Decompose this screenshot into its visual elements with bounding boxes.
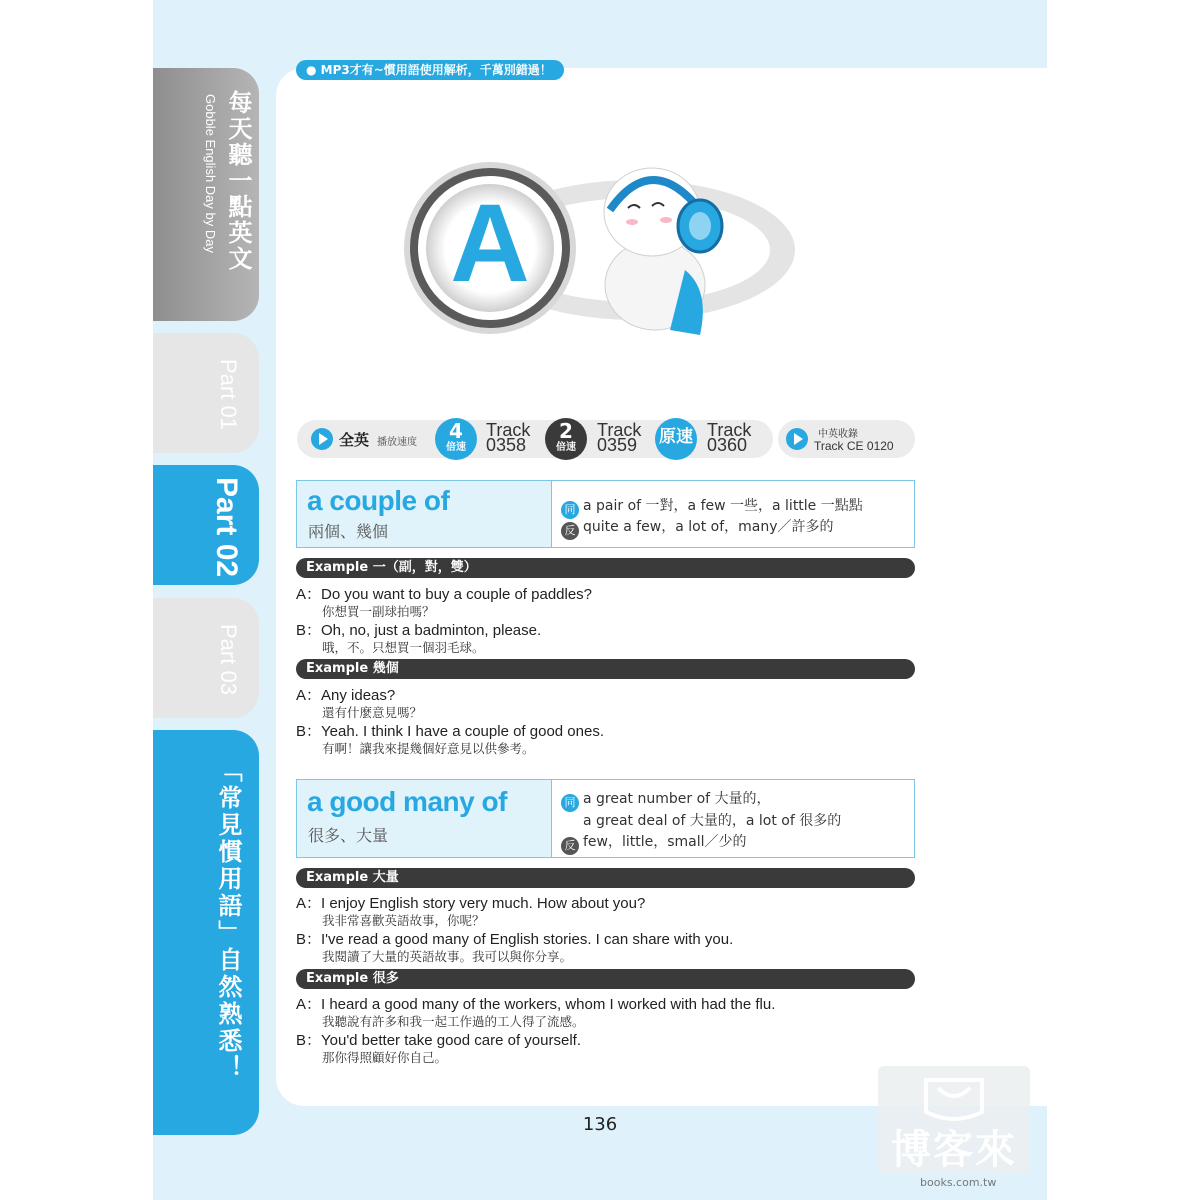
track-word: Track bbox=[597, 420, 642, 440]
speed-label: 播放速度 bbox=[377, 437, 417, 448]
dialogue-en: I heard a good many of the workers, whom I worked with had the flu. bbox=[321, 996, 776, 1013]
dialogue-zh: 你想買一副球拍嗎？ bbox=[322, 604, 435, 619]
dialogue-en: Yeah. I think I have a couple of good ones. bbox=[321, 723, 604, 740]
watermark-text: 博客來 bbox=[891, 1127, 1017, 1173]
speaker: A： bbox=[296, 996, 322, 1013]
dialogue-zh: 那你得照顧好你自己。 bbox=[322, 1050, 448, 1065]
synonym-line bbox=[561, 788, 771, 812]
phrase-box-a-couple-of bbox=[296, 480, 915, 548]
sidebar-tab-part-01[interactable] bbox=[153, 333, 259, 453]
slogan-text: 「常見慣用語」自然熟悉！ bbox=[214, 758, 242, 1082]
dialogue-en: Do you want to buy a couple of paddles? bbox=[321, 586, 593, 603]
speaker: A： bbox=[296, 586, 322, 603]
sidebar-tab-book-title[interactable] bbox=[153, 68, 259, 321]
phrase-box-a-good-many-of bbox=[296, 779, 915, 858]
synonym-text: a great number of 大量的， bbox=[583, 791, 771, 807]
antonym-text: few，little，small／少的 bbox=[583, 834, 747, 850]
phrase-title: a good many of bbox=[307, 786, 507, 817]
speed-4x-badge[interactable] bbox=[435, 418, 477, 460]
book-title-zh: 每天聽一點英文 bbox=[224, 90, 252, 272]
mp3-banner: ● MP3才有~慣用語使用解析，千萬別錯過！ bbox=[296, 60, 564, 80]
phrase-meaning: 兩個、幾個 bbox=[308, 522, 389, 541]
dialogue-zh: 哦，不。只想買一個羽毛球。 bbox=[322, 640, 485, 655]
antonym-line bbox=[561, 516, 834, 540]
part-03-label: Part 03 bbox=[216, 624, 241, 695]
example-bar: Example 大量 bbox=[296, 868, 915, 888]
dialogue-line bbox=[296, 993, 775, 1014]
book-title-en: Gobble English Day by Day bbox=[203, 94, 218, 253]
speaker: B： bbox=[296, 723, 322, 740]
speed-2x-badge[interactable] bbox=[545, 418, 587, 460]
track-number: 0358 bbox=[486, 435, 527, 455]
track-bar bbox=[297, 420, 773, 458]
dialogue-line bbox=[296, 684, 395, 705]
speaker: A： bbox=[296, 895, 322, 912]
example-bar: Example 幾個 bbox=[296, 659, 915, 679]
track-0360[interactable] bbox=[707, 420, 752, 455]
speaker: B： bbox=[296, 622, 322, 639]
synonym-badge: 同 bbox=[561, 501, 579, 519]
speed-normal-num: 原速 bbox=[659, 427, 693, 447]
example-bar: Example 很多 bbox=[296, 969, 915, 989]
speed-4x-num: 4 bbox=[449, 419, 463, 443]
example-bar: Example 一（副，對，雙） bbox=[296, 558, 915, 578]
antonym-text: quite a few，a lot of，many／許多的 bbox=[583, 519, 834, 535]
dialogue-zh: 有啊！讓我來提幾個好意見以供參考。 bbox=[322, 741, 535, 756]
track-word: Track bbox=[486, 420, 531, 440]
shopping-bag-icon bbox=[878, 1066, 1030, 1126]
phrase-head bbox=[297, 481, 552, 547]
page-number: 136 bbox=[582, 1114, 618, 1135]
ce-label: 中英收錄 bbox=[818, 429, 858, 440]
dialogue-zh: 我聽說有許多和我一起工作過的工人得了流感。 bbox=[322, 1014, 585, 1029]
dialogue-zh: 我非常喜歡英語故事，你呢？ bbox=[322, 913, 485, 928]
track-number: 0359 bbox=[597, 435, 638, 455]
synonym-line-2: a great deal of 大量的，a lot of 很多的 bbox=[583, 813, 842, 829]
speaker: B： bbox=[296, 931, 322, 948]
dialogue-line bbox=[296, 720, 604, 741]
track-word: Track bbox=[707, 420, 752, 440]
dialogue-zh: 我閱讀了大量的英語故事。我可以與你分享。 bbox=[322, 949, 573, 964]
part-02-label: Part 02 bbox=[210, 477, 243, 578]
dialogue-line bbox=[296, 892, 645, 913]
dialogue-en: Any ideas? bbox=[321, 687, 396, 704]
phrase-meaning: 很多、大量 bbox=[308, 826, 389, 845]
synonym-badge: 同 bbox=[561, 794, 579, 812]
track-bar-ce[interactable] bbox=[778, 420, 915, 458]
dialogue-en: I enjoy English story very much. How about you? bbox=[321, 895, 646, 912]
watermark-url: books.com.tw bbox=[920, 1176, 997, 1189]
dialogue-en: You'd better take good care of yourself. bbox=[321, 1032, 581, 1049]
all-english-label: 全英 bbox=[339, 431, 370, 449]
speed-2x-label: 倍速 bbox=[556, 442, 576, 453]
play-icon[interactable] bbox=[786, 428, 808, 450]
dialogue-en: I've read a good many of English stories. I can share with you. bbox=[321, 931, 734, 948]
part-01-label: Part 01 bbox=[216, 359, 241, 430]
dialogue-en: Oh, no, just a badminton, please. bbox=[321, 622, 542, 639]
sidebar-tab-part-03[interactable] bbox=[153, 598, 259, 718]
speed-normal-badge[interactable] bbox=[655, 418, 697, 460]
phrase-title: a couple of bbox=[307, 485, 450, 516]
speed-2x-num: 2 bbox=[559, 419, 573, 443]
track-0358[interactable] bbox=[486, 420, 531, 455]
dialogue-line bbox=[296, 1029, 581, 1050]
antonym-badge: 反 bbox=[561, 522, 579, 540]
dialogue-line bbox=[296, 928, 733, 949]
hero-letter: A bbox=[450, 182, 530, 305]
antonym-line bbox=[561, 831, 747, 855]
play-icon[interactable] bbox=[311, 428, 333, 450]
track-0359[interactable] bbox=[597, 420, 642, 455]
track-number: 0360 bbox=[707, 435, 748, 455]
synonym-text: a pair of 一對，a few 一些，a little 一點點 bbox=[583, 498, 863, 514]
dialogue-line bbox=[296, 619, 541, 640]
speed-4x-label: 倍速 bbox=[446, 442, 466, 453]
phrase-head bbox=[297, 780, 552, 857]
dialogue-line bbox=[296, 583, 592, 604]
antonym-badge: 反 bbox=[561, 837, 579, 855]
sidebar-tab-slogan[interactable] bbox=[153, 730, 259, 1135]
ce-track: Track CE 0120 bbox=[814, 439, 894, 453]
sidebar-tab-part-02[interactable] bbox=[153, 465, 259, 585]
dialogue-zh: 還有什麼意見嗎？ bbox=[322, 705, 423, 720]
speaker: B： bbox=[296, 1032, 322, 1049]
speaker: A： bbox=[296, 687, 322, 704]
